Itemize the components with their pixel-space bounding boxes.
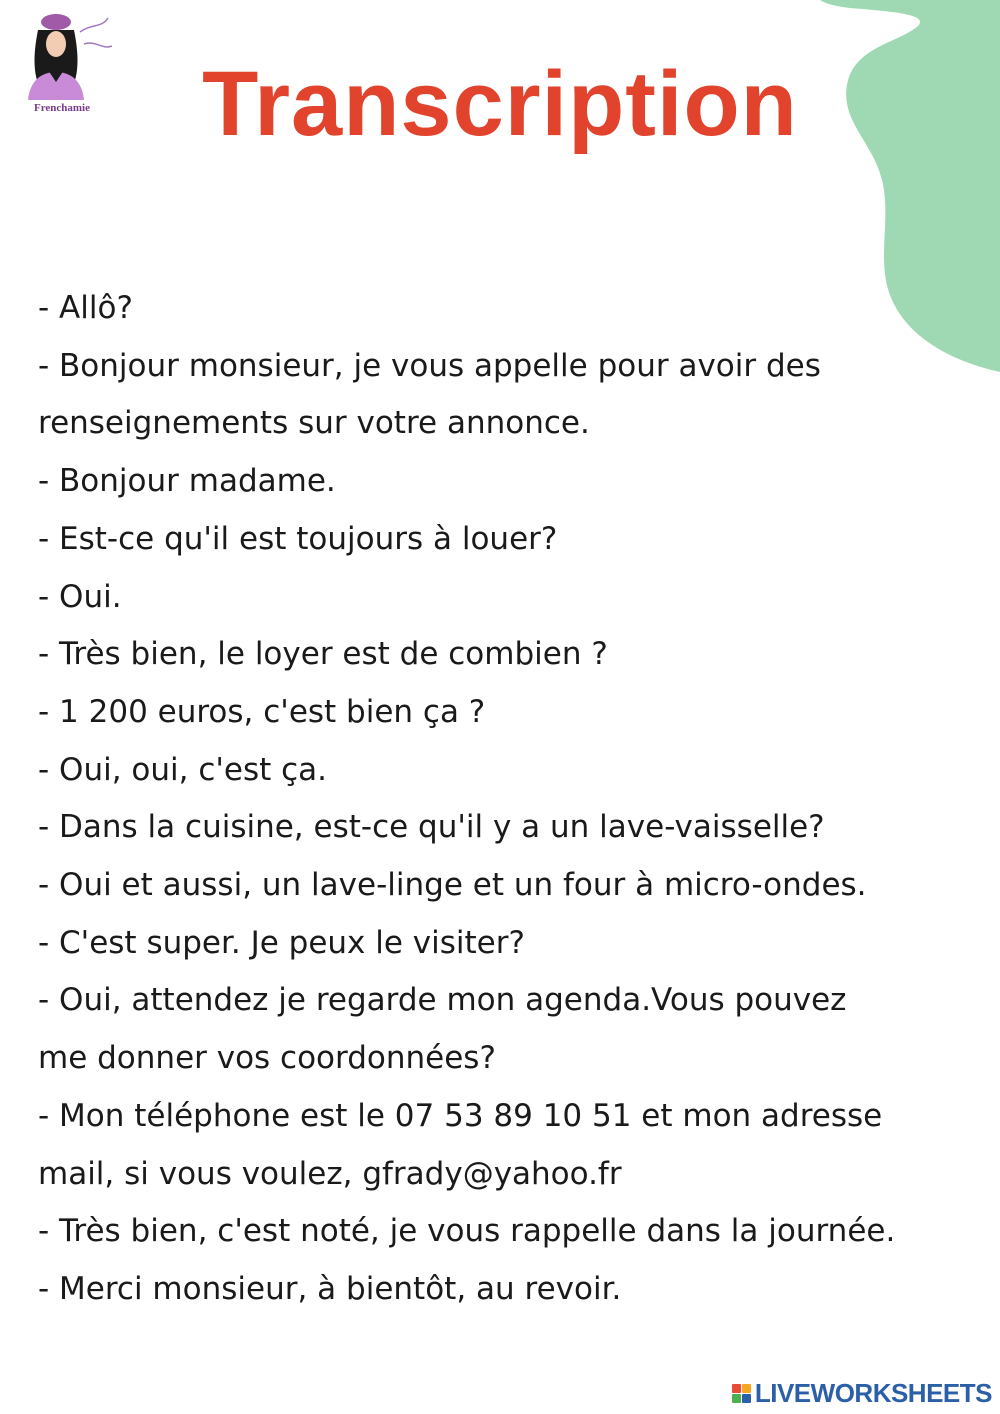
transcript-line: - Très bien, c'est noté, je vous rappelle dans la journée. xyxy=(38,1213,896,1250)
liveworksheets-logo-icon xyxy=(732,1384,751,1403)
transcript-line: - Oui. xyxy=(38,578,122,615)
transcript-line: - Bonjour monsieur, je vous appelle pour avoir des xyxy=(38,347,821,384)
transcript-line: - 1 200 euros, c'est bien ça ? xyxy=(38,693,486,730)
transcript-line: me donner vos coordonnées? xyxy=(38,1040,496,1077)
liveworksheets-watermark[interactable] xyxy=(732,1378,992,1408)
transcript-line: mail, si vous voulez, gfrady@yahoo.fr xyxy=(38,1155,622,1192)
transcript-line: - Bonjour madame. xyxy=(38,463,336,500)
transcript-line: renseignements sur votre annonce. xyxy=(38,405,590,442)
transcript-line: - Allô? xyxy=(38,290,133,326)
logo-name: Frenchamie xyxy=(33,102,90,114)
transcript-line: - Oui, oui, c'est ça. xyxy=(38,751,328,788)
logo-square-blue xyxy=(742,1394,751,1403)
transcript-line: - C'est super. Je peux le visiter? xyxy=(38,924,525,961)
page-title: Transcription xyxy=(202,53,798,155)
transcript-line: - Merci monsieur, à bientôt, au revoir. xyxy=(38,1270,622,1307)
transcript-line: - Oui, attendez je regarde mon agenda.Vous pouvez xyxy=(38,982,847,1019)
transcript xyxy=(38,280,968,1319)
logo-square-orange xyxy=(742,1384,751,1393)
transcript-line: - Très bien, le loyer est de combien ? xyxy=(38,636,608,673)
logo-square-red xyxy=(732,1384,741,1393)
logo-square-green xyxy=(732,1394,741,1403)
liveworksheets-brand: LIVEWORKSHEETS xyxy=(754,1377,992,1408)
transcript-line: - Oui et aussi, un lave-linge et un four à micro-ondes. xyxy=(38,867,867,904)
transcript-line: - Dans la cuisine, est-ce qu'il y a un lave-vaisselle? xyxy=(38,809,825,846)
transcript-line: - Est-ce qu'il est toujours à louer? xyxy=(38,520,558,557)
transcript-line: - Mon téléphone est le 07 53 89 10 51 et mon adresse xyxy=(38,1097,883,1134)
